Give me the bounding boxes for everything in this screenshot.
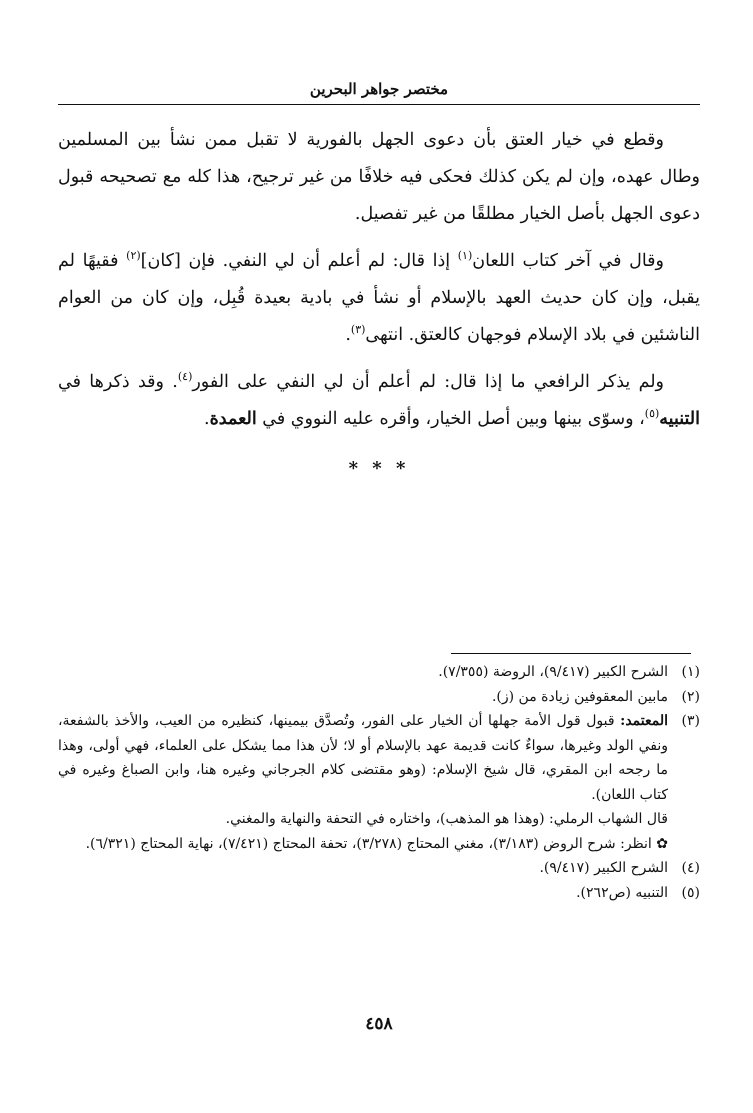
footnote-text: التنبيه (ص٢٦٢). [576,884,668,901]
footnote-3 [58,709,700,856]
paragraph-2-text-b: إذا قال: لم أعلم أن لي النفي. فإن [كان] [140,251,458,271]
section-separator: * * * [348,458,410,479]
paragraph-3-text-d: . [204,409,210,429]
paragraph-2 [58,243,700,354]
running-title: مختصر جواهر البحرين [309,80,449,98]
footnote-3-body: قبول قول الأمة جهلها أن الخيار على الفور، وتُصدَّق بيمينها، كنظيره من العيب، والأخذ بالشفعة، ونفي الولد وغيرها، سواءٌ كانت قديمة عهد بالإسلام أو لا؛ لأن هذا مما يشكل على العلماء، فهي أولى، وهذا ما رجحه ابن المقري، قال شيخ الإسلام: (وهو مقتضى كلام الجرجاني وغيره هنا، وابن الصباغ وغيره في كتاب اللعان). [58,713,668,803]
page-number: ٤٥٨ [365,1014,393,1034]
paragraph-1: وقطع في خيار العتق بأن دعوى الجهل بالفورية لا تقبل ممن نشأ بين المسلمين وطال عهده، وإن لم يكن كذلك فحكى فيه خلافًا من غير ترجيح، هذا كله مع تصحيحه قبول دعوى الجهل بأصل الخيار مطلقًا من غير تفصيل. [58,130,700,224]
paragraph-2-text-d: . [345,325,351,345]
paragraph-3-text-c: ، وسوّى بينها وبين أصل الخيار، وأقره عليه النووي في [256,409,645,429]
header-rule [58,104,700,105]
footnote-2 [58,685,700,710]
paragraph-2-text-c: فقيهًا لم يقبل، وإن كان حديث العهد بالإسلام أو نشأ في بادية بعيدة قُبِل، وإن كان من العوام الناشئين في بلاد الإسلام فوجهان كالعتق. انتهى [58,251,700,345]
footnote-ref-4[interactable]: (٤) [177,370,193,384]
footnote-text: مابين المعقوفين زيادة من (ز). [491,688,668,705]
footnote-5 [58,881,700,906]
footnote-number: (٥) [681,884,700,901]
paragraph-3-text-b: . وقد ذكرها في [58,372,178,392]
footnotes [58,660,700,905]
footnote-number: (٣) [681,713,700,729]
footnote-number: (١) [681,664,700,680]
footnote-ref-5[interactable]: (٥) [644,407,660,421]
footnote-3-line-2: قال الشهاب الرملي: (وهذا هو المذهب)، واختاره في التحفة والنهاية والمغني. [225,811,668,827]
footnote-text: الشرح الكبير (٩/٤١٧)، الروضة (٧/٣٥٥). [438,664,668,680]
footnote-ref-2[interactable]: (٢) [126,249,141,263]
book-title-tanbih: التنبيه [659,409,700,429]
main-text [58,122,700,448]
footnote-3-main [58,709,668,807]
footnote-number: (٢) [681,688,700,705]
footnote-4 [58,856,700,881]
book-title-umda: العمدة [209,409,257,429]
footnote-3-line-3: ✿ انظر: شرح الروض (٣/١٨٣)، مغني المحتاج (٣/٢٧٨)، تحفة المحتاج (٧/٤٢١)، نهاية المحتاج (٦/٣٢١). [85,835,668,852]
footnote-text [58,709,668,856]
paragraph-3-text-a: ولم يذكر الرافعي ما إذا قال: لم أعلم أن لي النفي على الفور [192,372,665,392]
footnote-ref-3[interactable]: (٣) [350,323,366,337]
footnote-rule [451,653,691,654]
footnote-ref-1[interactable]: (١) [457,249,473,263]
footnote-text: الشرح الكبير (٩/٤١٧). [539,860,668,876]
footnote-number: (٤) [681,860,700,876]
footnote-3-lead: المعتمد: [620,713,668,729]
paragraph-2-text-a: وقال في آخر كتاب اللعان [472,251,664,271]
paragraph-3 [58,364,700,438]
footnote-1 [58,660,700,685]
